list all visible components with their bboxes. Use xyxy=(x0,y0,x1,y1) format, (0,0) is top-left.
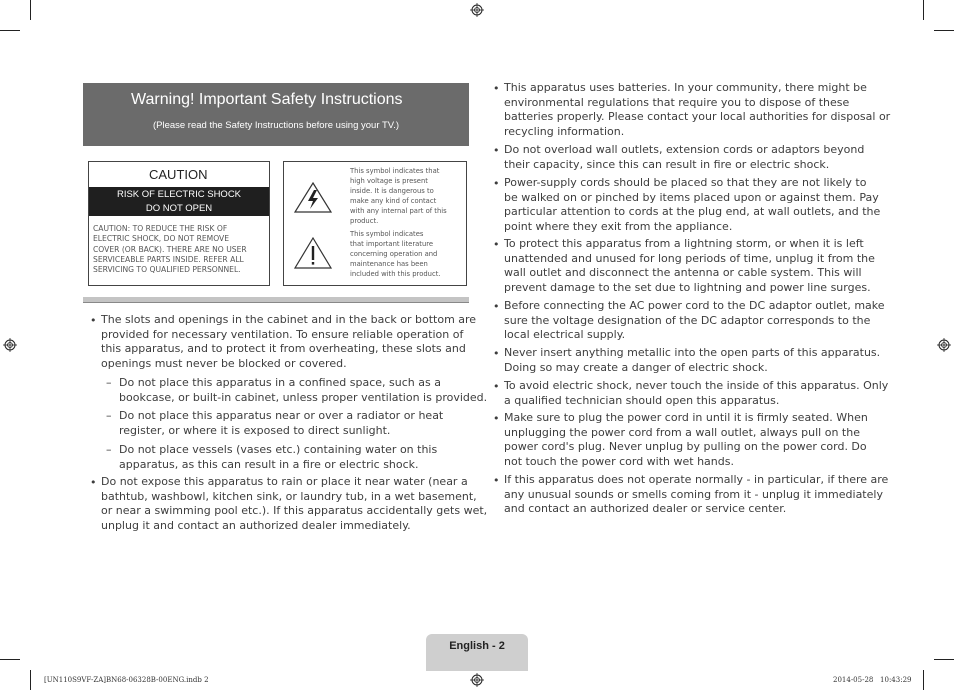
page-title: Warning! Important Safety Instructions xyxy=(131,91,403,108)
list-item xyxy=(504,473,888,517)
bullet-icon: • xyxy=(90,314,97,327)
registration-mark-icon xyxy=(470,673,484,687)
crop-mark xyxy=(934,30,954,31)
text-line: Do not place vessels (vases etc.) containing water on this xyxy=(119,443,438,456)
bullet-icon: • xyxy=(493,347,500,360)
caution-body-line: SERVICEABLE PARTS INSIDE. REFER ALL xyxy=(93,254,244,264)
do-not-open-line: DO NOT OPEN xyxy=(145,203,213,214)
symbol-text-line: maintenance has been xyxy=(350,259,428,268)
text-line: Power-supply cords should be placed so that they are not likely to xyxy=(504,176,867,189)
text-line: wall outlet and disconnect the antenna or cable system. This will xyxy=(504,266,862,280)
caution-body-line: ELECTRIC SHOCK, DO NOT REMOVE xyxy=(93,234,230,244)
crop-mark xyxy=(0,659,20,660)
important-literature-warning-icon xyxy=(293,236,333,270)
text-line: batteries properly. Please contact your local authorities for disposal or xyxy=(504,110,891,124)
text-line: apparatus, as this can result in a fire or electric shock. xyxy=(119,457,419,471)
text-line: power cord's plug. Never unplug by pulling on the power cord. Do xyxy=(504,440,867,454)
text-line: or near a swimming pool etc.). If this apparatus accidentally gets wet, xyxy=(101,504,488,518)
text-line: particular attention to cords at the plug end, at wall outlets, and the xyxy=(504,205,881,219)
text-line: Doing so may create a danger of electric shock. xyxy=(504,360,768,374)
text-line: Do not place this apparatus in a confined space, such as a xyxy=(119,376,441,389)
text-line: bookcase, or built-in cabinet, unless proper ventilation is provided. xyxy=(119,390,488,404)
text-line: recycling information. xyxy=(504,124,625,138)
text-line: provided for necessary ventilation. To ensure reliable operation of xyxy=(101,327,464,341)
text-line: Before connecting the AC power cord to the DC adaptor outlet, make xyxy=(504,299,885,312)
text-line: register, or where it is exposed to direct sunlight. xyxy=(119,423,391,437)
registration-mark-icon xyxy=(470,3,484,17)
list-item xyxy=(504,299,885,343)
page-number-tab xyxy=(426,634,528,671)
symbol-text-line: This symbol indicates xyxy=(350,230,424,238)
crop-mark xyxy=(923,0,924,20)
bullet-icon: • xyxy=(493,380,500,393)
bullet-icon: • xyxy=(493,238,500,251)
registration-mark-icon xyxy=(937,338,951,352)
caution-body-line: SERVICING TO QUALIFIED PERSONNEL. xyxy=(93,265,241,275)
symbol-explanation-box xyxy=(283,161,467,286)
symbol-text-line: make any kind of contact xyxy=(350,196,437,205)
section-divider-line xyxy=(83,302,469,303)
symbol-text-line: concerning operation and xyxy=(350,249,438,258)
text-line: To protect this apparatus from a lightning storm, or when it is left xyxy=(504,237,864,250)
text-line: a qualified technician should open this apparatus. xyxy=(504,393,780,407)
caution-body-text xyxy=(93,224,267,275)
crop-mark xyxy=(934,659,954,660)
bullet-icon: • xyxy=(493,300,500,313)
text-line: this apparatus, and to protect it from overheating, these slots and xyxy=(101,342,466,356)
text-line: Do not overload wall outlets, extension cords or adaptors beyond xyxy=(504,143,865,156)
section-header xyxy=(83,83,469,146)
text-line: Do not place this apparatus near or over a radiator or heat xyxy=(119,409,444,422)
shock-warning-line: RISK OF ELECTRIC SHOCK xyxy=(116,189,242,200)
text-line: Make sure to plug the power cord in until it is firmly seated. When xyxy=(504,411,868,424)
literature-description xyxy=(350,230,441,280)
list-item xyxy=(504,379,888,408)
text-line: Never insert anything metallic into the open parts of this apparatus. xyxy=(504,346,881,359)
caution-heading: CAUTION xyxy=(149,167,208,182)
crop-mark xyxy=(30,670,31,690)
high-voltage-description xyxy=(350,167,447,226)
dash-icon: – xyxy=(106,376,112,389)
shock-warning-band xyxy=(89,187,269,216)
text-line: unplug it and contact an authorized dealer immediately. xyxy=(101,518,411,532)
text-line: This apparatus uses batteries. In your community, there might be xyxy=(504,81,867,94)
list-item xyxy=(504,81,890,139)
text-line: be walked on or pinched by items placed upon or against them. Pay xyxy=(504,190,879,204)
sub-list-item xyxy=(119,409,443,438)
text-line: and contact an authorized dealer or service center. xyxy=(504,502,787,516)
symbol-text-line: product. xyxy=(350,216,379,225)
file-info: [UN110S9VF-ZA]BN68-06328B-00ENG.indb 2 xyxy=(44,676,209,684)
text-line: bathtub, washbowl, kitchen sink, or laundry tub, in a wet basement, xyxy=(101,489,477,503)
sub-list-item xyxy=(119,443,437,472)
list-item xyxy=(504,411,868,469)
text-line: not touch the power cord with wet hands. xyxy=(504,454,734,468)
text-line: sure the voltage designation of the DC adaptor corresponds to the xyxy=(504,313,871,327)
text-line: If this apparatus does not operate normally - in particular, if there are xyxy=(504,473,889,486)
symbol-text-line: with any internal part of this xyxy=(350,206,447,215)
crop-mark xyxy=(923,670,924,690)
text-line: The slots and openings in the cabinet and in the back or bottom are xyxy=(101,313,477,326)
bullet-icon: • xyxy=(493,412,500,425)
sub-list-item xyxy=(119,376,487,405)
list-item xyxy=(504,176,880,234)
text-line: unattended and unused for long periods of time, unplug it from the xyxy=(504,251,875,265)
text-line: environmental regulations that require you to dispose of these xyxy=(504,95,850,109)
symbol-text-line: inside. It is dangerous to xyxy=(350,186,434,195)
dash-icon: – xyxy=(106,443,112,456)
caution-body-line: CAUTION: TO REDUCE THE RISK OF xyxy=(93,224,228,233)
symbol-text-line: that important literature xyxy=(350,239,434,248)
text-line: unplugging the power cord from a wall outlet, always pull on the xyxy=(504,425,860,439)
registration-mark-icon xyxy=(3,338,17,352)
list-item xyxy=(504,346,880,375)
text-line: local electrical supply. xyxy=(504,328,626,342)
crop-mark xyxy=(30,0,31,20)
list-item xyxy=(504,237,875,295)
text-line: To avoid electric shock, never touch the inside of this apparatus. Only xyxy=(504,379,889,392)
symbol-text-line: included with this product. xyxy=(350,269,441,278)
caution-heading-row xyxy=(89,162,269,187)
text-line: point where they exit from the appliance. xyxy=(504,219,733,233)
page-subtitle: (Please read the Safety Instructions before using your TV.) xyxy=(152,120,400,131)
bullet-icon: • xyxy=(90,476,97,489)
list-item xyxy=(101,475,487,533)
list-item xyxy=(101,313,476,371)
text-line: their capacity, since this can result in fire or electric shock. xyxy=(504,157,830,171)
print-timestamp: 2014-05-28 10:43:29 xyxy=(833,676,912,684)
bullet-icon: • xyxy=(493,82,500,95)
symbol-text-line: This symbol indicates that xyxy=(350,167,440,175)
caution-label-box xyxy=(88,161,270,286)
bullet-icon: • xyxy=(493,144,500,157)
high-voltage-warning-icon xyxy=(293,181,333,214)
text-line: Do not expose this apparatus to rain or place it near water (near a xyxy=(101,475,468,488)
list-item xyxy=(504,143,864,172)
page-number: English - 2 xyxy=(449,640,505,652)
symbol-text-line: high voltage is present xyxy=(350,176,428,185)
bullet-icon: • xyxy=(493,474,500,487)
crop-mark xyxy=(0,30,20,31)
text-line: openings must never be blocked or covered. xyxy=(101,356,347,370)
caution-body-line: COVER (OR BACK). THERE ARE NO USER xyxy=(93,244,247,254)
dash-icon: – xyxy=(106,409,112,422)
text-line: prevent damage to the set due to lightning and power line surges. xyxy=(504,280,871,294)
text-line: any unusual sounds or smells coming from it - unplug it immediately xyxy=(504,487,883,501)
bullet-icon: • xyxy=(493,177,500,190)
